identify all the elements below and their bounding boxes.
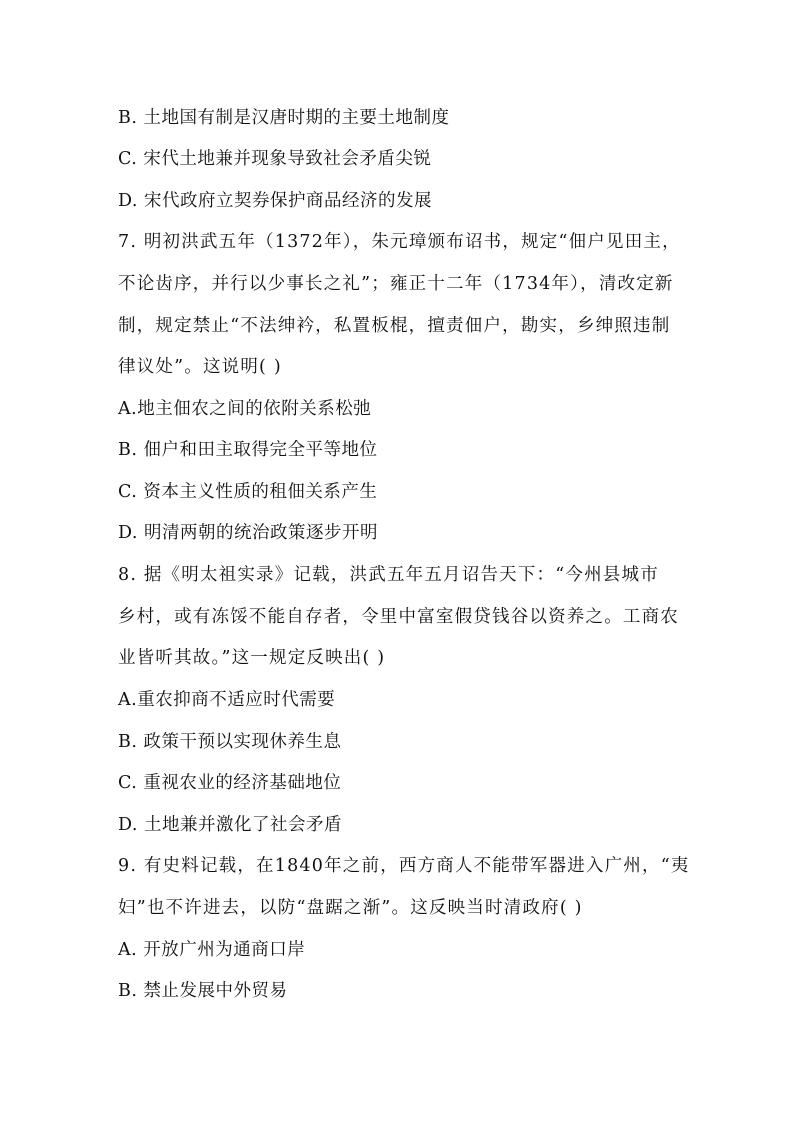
question-7-stem-line-1: 7. 明初洪武五年（1372年），朱元璋颁布诏书，规定“佃户见田主， bbox=[118, 232, 681, 252]
question-7-option-c: C. 资本主义性质的租佃关系产生 bbox=[118, 482, 378, 502]
question-7-option-d: D. 明清两朝的统治政策逐步开明 bbox=[118, 523, 379, 543]
question-8-option-d: D. 土地兼并激化了社会矛盾 bbox=[118, 815, 343, 835]
question-8-stem-line-2: 乡村，或有冻馁不能自存者，令里中富室假贷钱谷以资养之。工商农 bbox=[118, 607, 679, 627]
question-9-stem-line-1: 9. 有史料记载，在1840年之前，西方商人不能带军器进入广州，“夷 bbox=[118, 856, 690, 876]
question-7-stem-line-4: 律议处”。这说明( ) bbox=[118, 357, 282, 377]
question-7-option-a: A.地主佃农之间的依附关系松弛 bbox=[118, 399, 372, 419]
option-c: C. 宋代土地兼并现象导致社会矛盾尖锐 bbox=[118, 149, 432, 169]
question-9-stem-line-2: 妇”也不许进去，以防“盘踞之渐”。这反映当时清政府( ) bbox=[118, 898, 583, 918]
question-9-option-b: B. 禁止发展中外贸易 bbox=[118, 981, 288, 1001]
question-8-option-b: B. 政策干预以实现休养生息 bbox=[118, 732, 342, 752]
question-8-stem-line-3: 业皆听其故。”这一规定反映出( ) bbox=[118, 648, 386, 668]
question-7-option-b: B. 佃户和田主取得完全平等地位 bbox=[118, 440, 378, 460]
option-d: D. 宋代政府立契券保护商品经济的发展 bbox=[118, 191, 433, 211]
question-8-option-c: C. 重视农业的经济基础地位 bbox=[118, 773, 342, 793]
question-7-stem-line-3: 制，规定禁止“不法绅衿，私置板棍，擅责佃户，勘实，乡绅照违制 bbox=[118, 316, 671, 336]
question-9-option-a: A. 开放广州为通商口岸 bbox=[118, 940, 306, 960]
question-8-option-a: A.重农抑商不适应时代需要 bbox=[118, 690, 336, 710]
option-b: B. 土地国有制是汉唐时期的主要土地制度 bbox=[118, 108, 450, 128]
question-8-stem-line-1: 8. 据《明太祖实录》记载，洪武五年五月诏告天下：“今州县城市 bbox=[118, 565, 659, 585]
question-7-stem-line-2: 不论齿序，并行以少事长之礼”；雍正十二年（1734年），清改定新 bbox=[118, 274, 674, 294]
